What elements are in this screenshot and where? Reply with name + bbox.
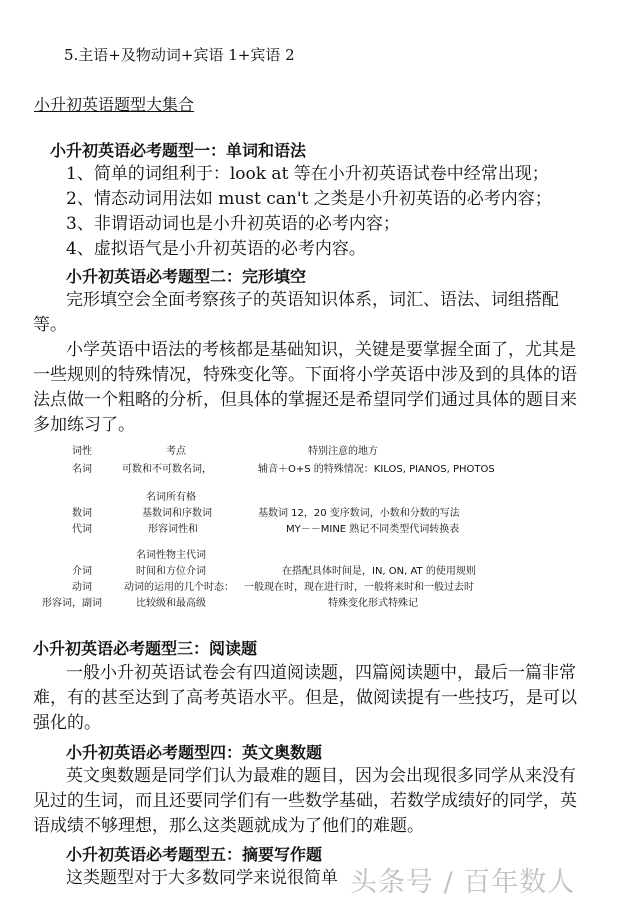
table-cell-point: 比较级和最高级 [136,598,206,609]
table-cell-point: 时间和方位介词 [136,566,206,577]
table-cell-point: 基数词和序数词 [142,508,212,519]
section1-item: 3、非谓语动词也是小升初英语的必考内容； [66,214,400,234]
table-cell-pos: 介词 [72,566,92,577]
watermark: 头条号 / 百年数人 [350,867,576,898]
section5-heading: 小升初英语必考题型五：摘要写作题 [66,845,323,864]
section2-heading: 小升初英语必考题型二：完形填空 [66,267,307,286]
table-cell-pos: 代词 [72,524,92,535]
table-cell-note: 基数词 12，20 变序数词，小数和分数的写法 [258,508,460,519]
table-cell-note: 特殊变化形式特殊记 [328,598,418,609]
section1-item: 4、虚拟语气是小升初英语的必考内容。 [66,239,366,259]
grammar-table [40,442,620,610]
table-header-note: 特别注意的地方 [308,446,378,457]
table-cell-pos: 动词 [72,582,92,593]
section3-para-line: 强化的。 [33,713,101,733]
section1-item: 2、情态动词用法如 must can't 之类是小升初英语的必考内容； [66,189,552,209]
formula-line: 5.主语+及物动词+宾语 1+宾语 2 [64,46,295,64]
table-cell-point: 形容词性和 [148,524,198,535]
table-cell-note: 在搭配具体时间是，IN, ON, AT 的使用规则 [282,566,476,577]
section2-para1-line: 完形填空会全面考察孩子的英语知识体系，词汇、语法、词组搭配 [66,290,559,310]
table-cell-pos: 名词 [72,464,92,475]
table-header-pos: 词性 [72,446,92,457]
table-cell-note: MY－－MINE 熟记不同类型代词转换表 [286,524,460,535]
section2-para2-line: 小学英语中语法的考核都是基础知识，关键是要掌握全面了，尤其是 [66,340,576,360]
section1-heading: 小升初英语必考题型一：单词和语法 [50,141,307,160]
section4-para-line: 语成绩不够理想，那么这类题就成为了他们的难题。 [33,816,424,836]
section4-para-line: 英文奥数题是同学们认为最难的题目，因为会出现很多同学从来没有 [66,766,576,786]
table-header-point: 考点 [166,446,186,457]
section1-item: 1、简单的词组利于：look at 等在小升初英语试卷中经常出现； [66,164,549,184]
section4-heading: 小升初英语必考题型四：英文奥数题 [66,743,323,762]
table-cell-pos: 数词 [72,508,92,519]
section5-para-line: 这类题型对于大多数同学来说很简单 [66,868,338,888]
section2-para2-line: 法点做一个粗略的分析，但具体的掌握还是希望同学们通过具体的题目来 [33,390,577,410]
table-cell-pos: 形容词，副词 [42,598,102,609]
table-cell-point: 可数和不可数名词， [122,464,212,475]
document-title: 小升初英语题型大集合 [34,95,195,114]
section3-para-line: 一般小升初英语试卷会有四道阅读题，四篇阅读题中，最后一篇非常 [66,663,576,683]
section4-para-line: 见过的生词，而且还要同学们有一些数学基础，若数学成绩好的同学，英 [33,791,577,811]
table-cell-note: 一般现在时，现在进行时，一般将来时和一般过去时 [244,582,474,593]
table-cell-note: 辅音＋O+S 的特殊情况：KILOS, PIANOS, PHOTOS [258,464,495,475]
table-cell-point: 名词所有格 [146,492,196,503]
section2-para2-line: 一些规则的特殊情况，特殊变化等。下面将小学英语中涉及到的具体的语 [33,365,577,385]
section3-heading: 小升初英语必考题型三：阅读题 [33,639,258,658]
section2-para1-line: 等。 [33,315,67,335]
section3-para-line: 难，有的甚至达到了高考英语水平。但是，做阅读提有一些技巧，是可以 [33,688,577,708]
table-cell-point: 动词的运用的几个时态： [124,582,234,593]
table-cell-point: 名词性物主代词 [136,550,206,561]
section2-para2-line: 多加练习了。 [33,415,135,435]
